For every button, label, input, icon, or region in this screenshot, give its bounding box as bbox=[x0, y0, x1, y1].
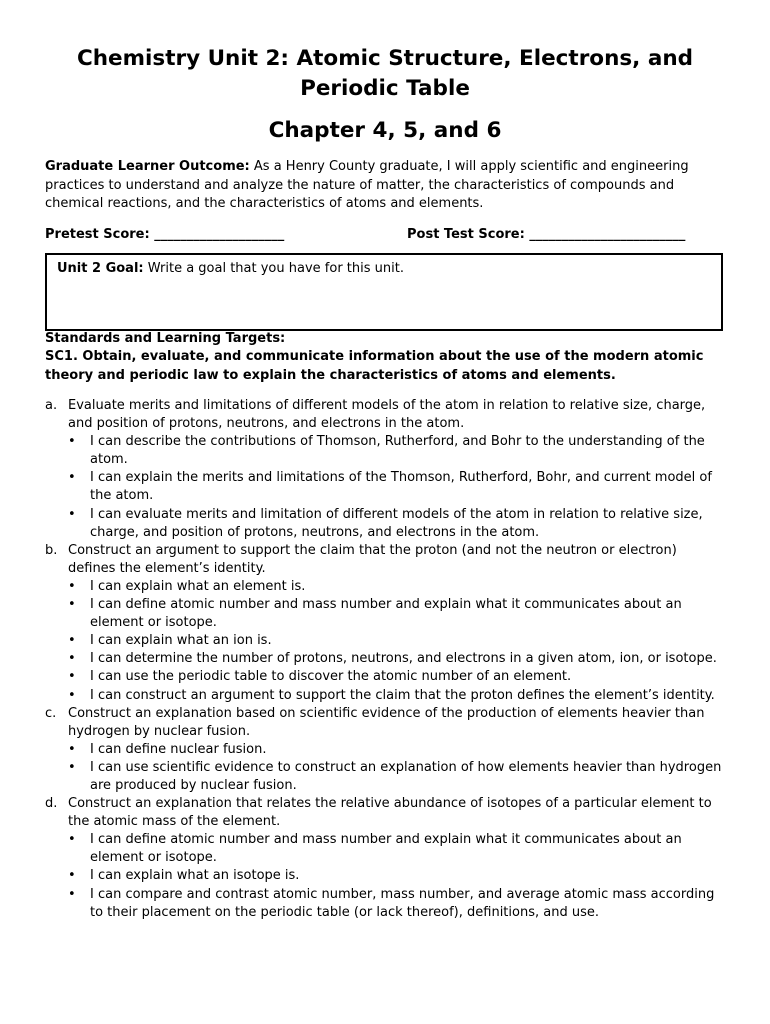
unit-goal-box[interactable] bbox=[45, 253, 723, 331]
list-item-text: I can explain what an element is. bbox=[90, 578, 306, 594]
target-text: Construct an argument to support the claim that the proton (and not the neutron or electron) defines the element’s identity. bbox=[68, 542, 677, 576]
list-item-text: I can compare and contrast atomic number, mass number, and average atomic mass according to their placement on the periodic table (or lack thereof), definitions, and use. bbox=[90, 886, 715, 920]
list-item-text: I can determine the number of protons, neutrons, and electrons in a given atom, ion, or isotope. bbox=[90, 651, 717, 667]
list-item bbox=[68, 469, 725, 505]
list-item-text: I can define nuclear fusion. bbox=[90, 741, 267, 757]
target-letter: d. bbox=[45, 796, 58, 812]
target-d-items bbox=[68, 831, 725, 921]
target-text: Construct an explanation that relates the relative abundance of isotopes of a particular element to the atomic mass of the element. bbox=[68, 796, 712, 830]
target-c-items bbox=[68, 741, 725, 795]
bullet-icon: • bbox=[68, 506, 76, 522]
bullet-icon: • bbox=[68, 832, 76, 848]
standards-heading: Standards and Learning Targets: bbox=[45, 330, 286, 346]
list-item-text: I can use scientific evidence to construct an explanation of how elements heavier than hydrogen are produced by nuclear fusion. bbox=[90, 759, 722, 793]
list-item-text: I can construct an argument to support the claim that the proton defines the element’s identity. bbox=[90, 687, 715, 703]
list-item-text: I can define atomic number and mass number and explain what it communicates about an element or isotope. bbox=[90, 832, 682, 866]
list-item bbox=[68, 632, 725, 650]
target-b-items bbox=[68, 578, 725, 705]
posttest-score: Post Test Score: ________________________ bbox=[407, 226, 686, 242]
score-line bbox=[45, 226, 725, 244]
list-item-text: I can use the periodic table to discover the atomic number of an element. bbox=[90, 669, 572, 685]
target-letter: b. bbox=[45, 542, 58, 558]
list-item bbox=[68, 650, 725, 668]
target-letter: a. bbox=[45, 398, 58, 413]
bullet-icon: • bbox=[68, 578, 76, 594]
graduate-learner-outcome bbox=[45, 158, 725, 214]
goal-prompt: Write a goal that you have for this unit. bbox=[143, 260, 404, 276]
bullet-icon: • bbox=[68, 597, 76, 613]
target-a bbox=[45, 397, 725, 542]
list-item-text: I can explain the merits and limitations of the Thomson, Rutherford, Bohr, and current model of the atom. bbox=[90, 470, 712, 504]
pretest-score: Pretest Score: ____________________ bbox=[45, 226, 285, 242]
outcome-text: As a Henry County graduate, I will apply scientific and engineering practices to understand and analyze the nature of matter, the characteristics of compounds and chemical reactions, and the characteristics of atoms and elements. bbox=[45, 159, 689, 211]
bullet-icon: • bbox=[68, 434, 76, 450]
bullet-icon: • bbox=[68, 886, 76, 902]
bullet-icon: • bbox=[68, 633, 76, 649]
list-item bbox=[68, 867, 725, 885]
target-text: Construct an explanation based on scientific evidence of the production of elements heavier than hydrogen by nuclear fusion. bbox=[68, 705, 705, 739]
list-item-text: I can describe the contributions of Thomson, Rutherford, and Bohr to the understanding of the atom. bbox=[90, 434, 705, 468]
list-item bbox=[68, 668, 725, 686]
list-item-text: I can define atomic number and mass number and explain what it communicates about an element or isotope. bbox=[90, 597, 682, 631]
target-text: Evaluate merits and limitations of different models of the atom in relation to relative size, charge, and position of protons, neutrons, and electrons in the atom. bbox=[68, 398, 706, 432]
target-b bbox=[45, 542, 725, 705]
list-item-text: I can explain what an ion is. bbox=[90, 633, 272, 649]
bullet-icon: • bbox=[68, 470, 76, 486]
list-item bbox=[68, 596, 725, 632]
standard-sc1: SC1. Obtain, evaluate, and communicate information about the use of the modern atomic theory and periodic law to explain the characteristics of atoms and elements. bbox=[45, 349, 704, 383]
list-item bbox=[68, 433, 725, 469]
target-letter: c. bbox=[45, 705, 57, 721]
learning-targets-list bbox=[45, 397, 725, 922]
list-item bbox=[68, 578, 725, 596]
list-item bbox=[68, 759, 725, 795]
page-title: Chemistry Unit 2: Atomic Structure, Electrons, and Periodic Table bbox=[76, 46, 694, 101]
target-d bbox=[45, 795, 725, 922]
goal-label: Unit 2 Goal: bbox=[57, 260, 144, 276]
bullet-icon: • bbox=[68, 759, 76, 775]
page-subtitle: Chapter 4, 5, and 6 bbox=[268, 118, 502, 143]
list-item-text: I can explain what an isotope is. bbox=[90, 868, 300, 884]
list-item bbox=[68, 687, 725, 705]
list-item bbox=[68, 886, 725, 922]
list-item bbox=[68, 741, 725, 759]
outcome-label: Graduate Learner Outcome: bbox=[45, 159, 250, 174]
bullet-icon: • bbox=[68, 651, 76, 667]
target-a-items bbox=[68, 433, 725, 542]
list-item bbox=[68, 506, 725, 542]
target-c bbox=[45, 705, 725, 795]
bullet-icon: • bbox=[68, 687, 76, 703]
list-item-text: I can evaluate merits and limitation of different models of the atom in relation to relative size, charge, and position of protons, neutrons, and electrons in the atom. bbox=[90, 506, 703, 540]
bullet-icon: • bbox=[68, 669, 76, 685]
list-item bbox=[68, 831, 725, 867]
bullet-icon: • bbox=[68, 741, 76, 757]
bullet-icon: • bbox=[68, 868, 76, 884]
